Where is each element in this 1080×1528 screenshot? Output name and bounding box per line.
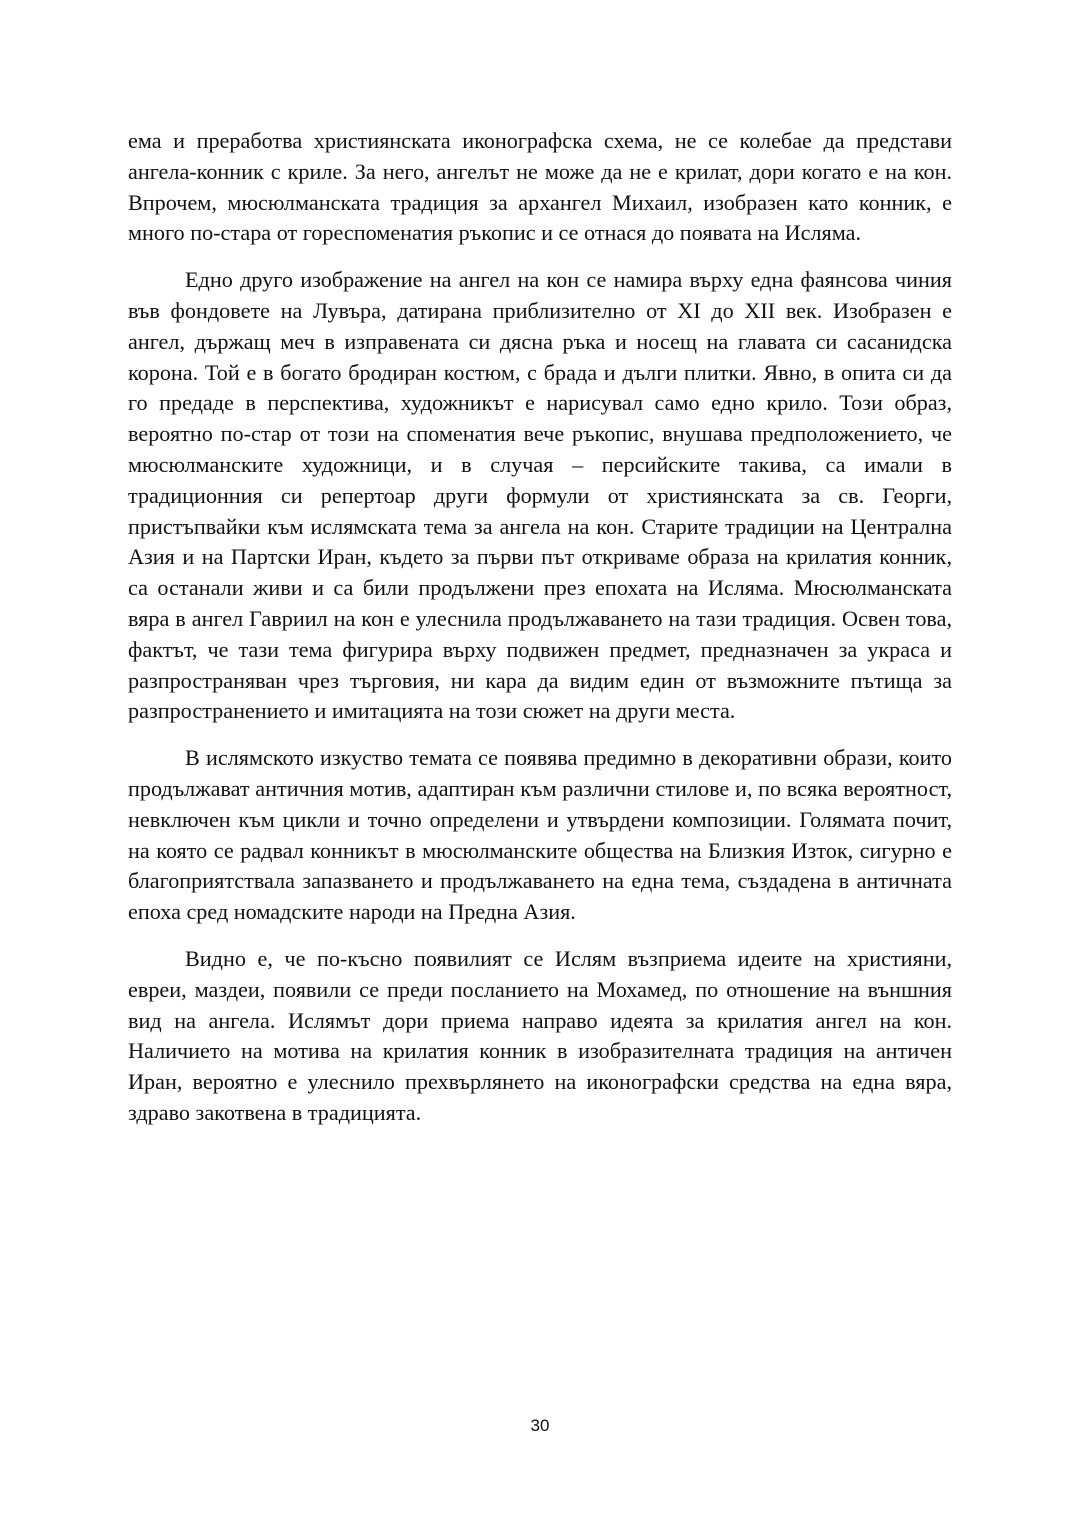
paragraph-3: В ислямското изкуство темата се появява предимно в декоративни образи, които продължават античния мотив, адаптиран към различни стилове и, по всяка вероятност, невключен към цикли и точно определени и утвърдени композиции. Голямата почит, на която се радвал конникът в мюсюлманските общества на Близкия Изток, сигурно е благоприятствала запазването и продължаването на една тема, създадена в античната епоха сред номадските народи на Предна Азия.: [128, 745, 952, 925]
paragraph-2: Едно друго изображение на ангел на кон се намира върху една фаянсова чиния във фондовете на Лувъра, датирана приблизително от XI до XII век. Изобразен е ангел, държащ меч в изправената си дясна ръка и носещ на главата си сасанидска корона. Той е в богато бродиран костюм, с брада и дълги плитки. Явно, в опита си да го предаде в перспектива, художникът е нарисувал само едно крило. Този образ, вероятно по-стар от този на споменатия вече ръкопис, внушава предположението, че мюсюлманските художници, и в случая – персийските такива, са имали в традиционния си репертоар други формули от християнската за св. Георги, пристъпвайки към ислямската тема за ангела на кон. Старите традиции на Централна Азия и на Партски Иран, където за първи път откриваме образа на крилатия конник, са останали живи и са били продължени през епохата на Исляма. Мюсюлманската вяра в ангел Гавриил на кон е улеснила продължаването на тази традиция. Освен това, фактът, че тази тема фигурира върху подвижен предмет, предназначен за украса и разпространяван чрез търговия, ни кара да видим един от възможните пътища за разпространението и имитацията на този сюжет на други места.: [128, 267, 952, 724]
page-number: 30: [530, 1416, 550, 1435]
paragraph-4: Видно е, че по-късно появилият се Ислям възприема идеите на християни, евреи, маздеи, появили се преди посланието на Мохамед, по отношение на външния вид на ангела. Ислямът дори приема направо идеята за крилатия ангел на кон. Наличието на мотива на крилатия конник в изобразителната традиция на античен Иран, вероятно е улеснило прехвърлянето на иконографски средства на една вяра, здраво закотвена в традицията.: [128, 945, 952, 1125]
body-text: [128, 126, 952, 1145]
paragraph-1: ема и преработва християнската иконографска схема, не се колебае да представи ангела-конник с криле. За него, ангелът не може да не е крилат, дори когато е на кон. Впрочем, мюсюлманската традиция за архангел Михаил, изобразен като конник, е много по-стара от гореспоменатия ръкопис и се отнася до появата на Исляма.: [128, 128, 952, 246]
